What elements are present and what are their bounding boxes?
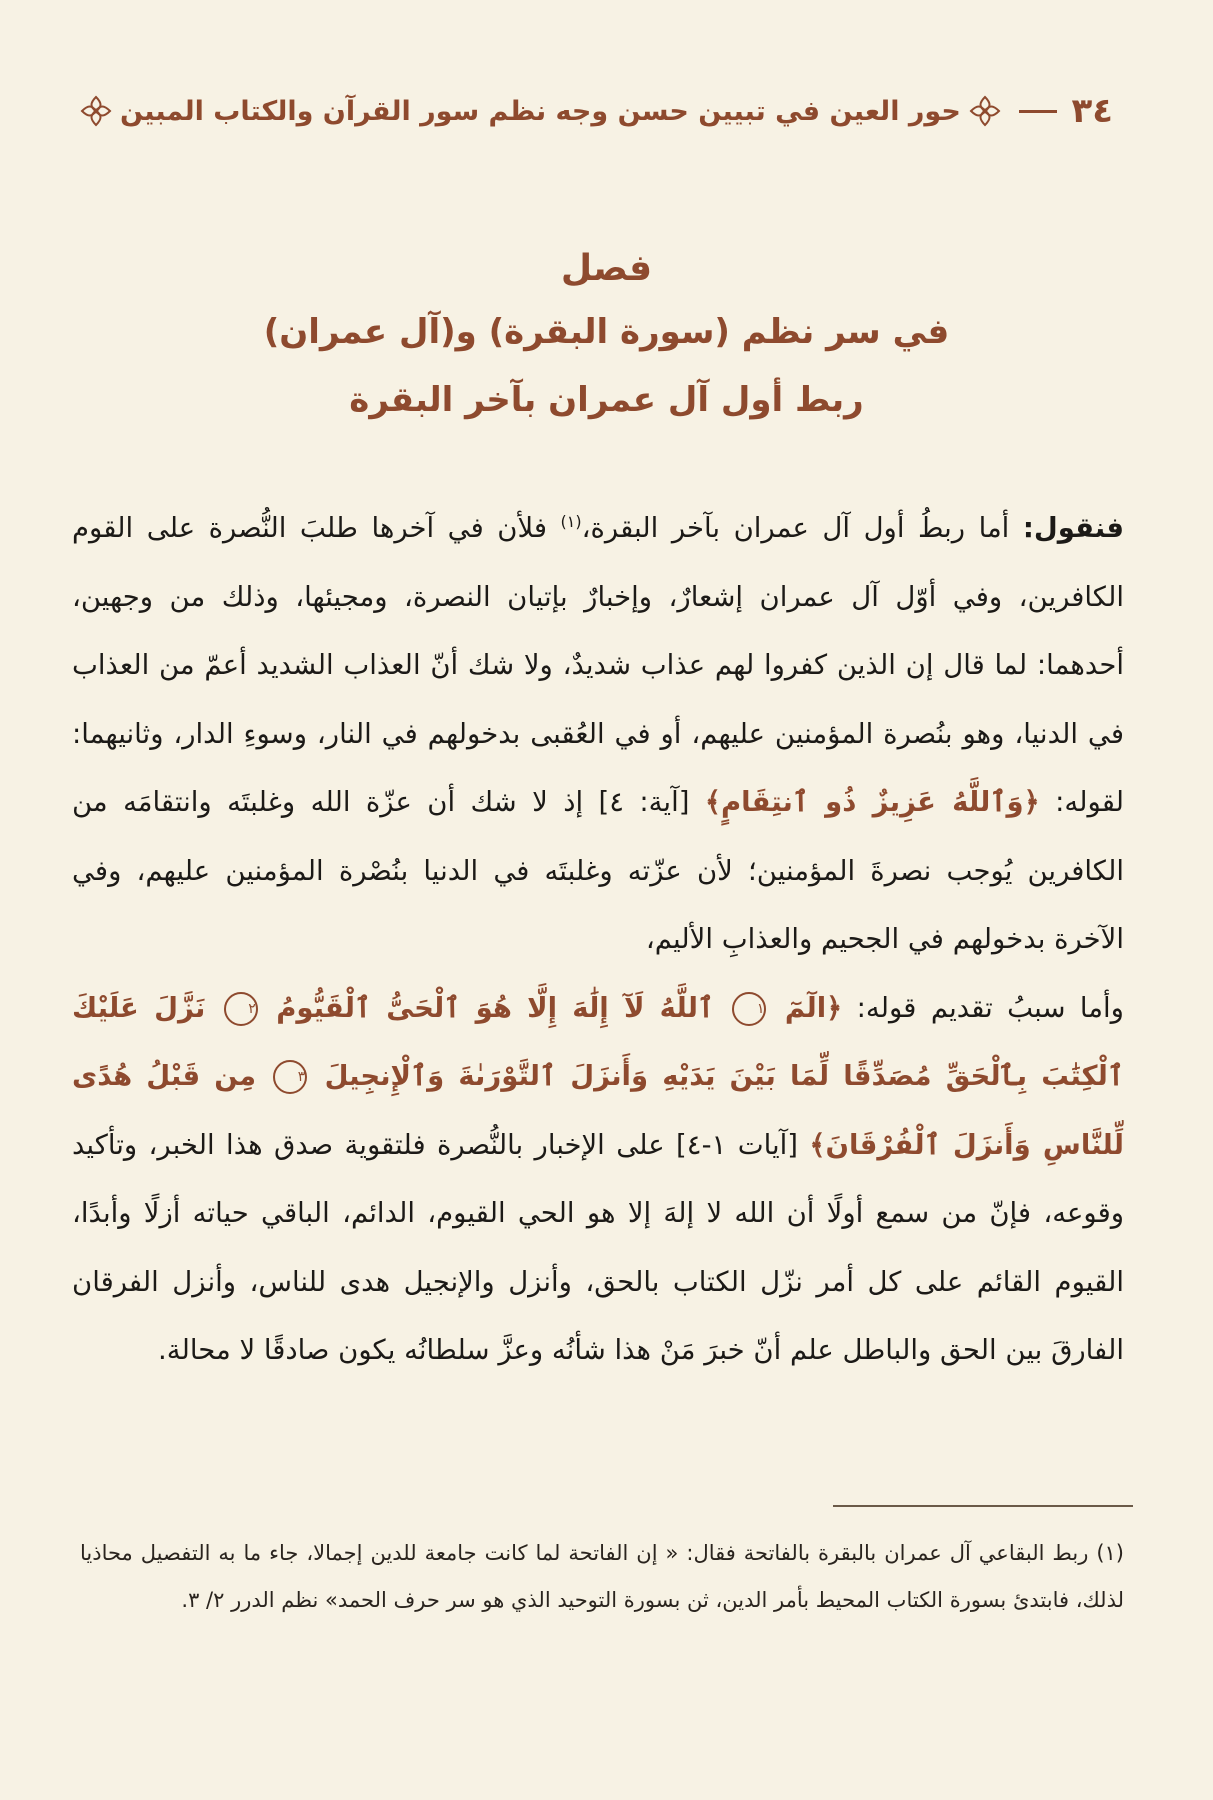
floral-ornament-icon xyxy=(967,93,1003,129)
text-run: فلأن في آخرها طلبَ النُّصرة على القوم الكافرين، وفي أوّل آل عمران إشعارٌ، وإخبارٌ بإتيان النصرة، ومجيئها، وذلك من وجهين، أحدهما: لما قال إن الذين كفروا لهم عذاب شديدٌ، ولا شك أنّ العذاب الشديد أعمّ من العذاب في الدنيا، وهو بنُصرة المؤمنين عليهم، أو في العُقبى بدخولهم في النار، وسوءِ الدار، وثانيهما: لقوله: xyxy=(72,512,1124,819)
text-run: [آية: ٤] إذ لا شك أن عزّة الله وغلبتَه وانتقامَه من الكافرين يُوجب نصرةَ المؤمنين؛ لأن عزّته وغلبتَه في الدنيا بنُصْرة المؤمنين عليهم، وفي الآخرة بدخولهم في الجحيم والعذابِ الأليم، xyxy=(72,786,1124,956)
quran-quote: نَزَّلَ عَلَيْكَ ٱلْكِتَٰبَ بِٱلْحَقِّ مُصَدِّقًا لِّمَا بَيْنَ يَدَيْهِ وَأَنزَلَ ٱلتَّوْرَىٰةَ وَٱلْإِنجِيلَ xyxy=(72,991,1124,1093)
ayah-number-marker: ٢ xyxy=(224,992,258,1026)
lead-word: فنقول: xyxy=(1022,512,1124,545)
paragraph xyxy=(72,974,1124,1385)
footnote-text: (١) ربط البقاعي آل عمران بالبقرة بالفاتحة فقال: « إن الفاتحة لما كانت جامعة للدين إجمالا، جاء ما به التفصيل محاذيا لذلك، فابتدئ بسورة الكتاب المحيط بأمر الدين، ثن بسورة التوحيد الذي هو سر حرف الحمد» نظم الدرر ٢/ ٣. xyxy=(80,1541,1124,1612)
ayah-number-marker: ٣ xyxy=(273,1060,307,1094)
text-run: وأما سببُ تقديم قوله: xyxy=(856,991,1124,1024)
main-text xyxy=(72,488,1124,1385)
header-rule xyxy=(1019,110,1058,113)
floral-ornament-icon xyxy=(78,93,114,129)
quran-quote: ٱللَّهُ لَآ إِلَٰهَ إِلَّا هُوَ ٱلْحَىُّ ٱلْقَيُّومُ xyxy=(276,991,715,1024)
section-subtitle: ربط أول آل عمران بآخر البقرة xyxy=(349,380,864,420)
quran-quote: ﴿وَٱللَّهُ عَزِيزٌ ذُو ٱنتِقَامٍ﴾ xyxy=(704,786,1040,819)
running-header xyxy=(72,86,1113,136)
page-number: ٣٤ xyxy=(1071,91,1113,131)
footnote-separator xyxy=(833,1505,1133,1507)
quran-quote: مِن قَبْلُ هُدًى لِّلنَّاسِ وَأَنزَلَ ٱلْفُرْقَانَ﴾ xyxy=(72,1060,1124,1161)
quran-quote: ﴿الٓمٓ xyxy=(784,991,843,1024)
running-title: حور العين في تبيين حسن وجه نظم سور القرآن والكتاب المبين xyxy=(120,95,961,127)
text-run: أما ربطُ أول آل عمران بآخر البقرة، xyxy=(581,512,1010,545)
footnote-reference[interactable]: (١) xyxy=(560,512,582,531)
section-heading: فصل xyxy=(560,248,653,289)
footnotes xyxy=(80,1530,1124,1624)
section-title: في سر نظم (سورة البقرة) و(آل عمران) xyxy=(263,312,950,352)
chapter-heading xyxy=(0,240,1213,434)
text-run: [آيات ١-٤] على الإخبار بالنُّصرة فلتقوية صدق هذا الخبر، وتأكيد وقوعه، فإنّ من سمع أولًا أن الله لا إلهَ إلا هو الحي القيوم، الدائم، الباقي حياته أزلًا وأبدًا، القيوم القائم على كل أمر نزّل الكتاب بالحق، وأنزل والإنجيل هدى للناس، وأنزل الفرقان الفارقَ بين الحق والباطل علم أنّ خبرَ مَنْ هذا شأنُه وعزَّ سلطانُه يكون صادقًا لا محالة. xyxy=(72,1128,1124,1367)
paragraph xyxy=(72,488,1124,974)
ayah-number-marker: ١ xyxy=(732,992,766,1026)
